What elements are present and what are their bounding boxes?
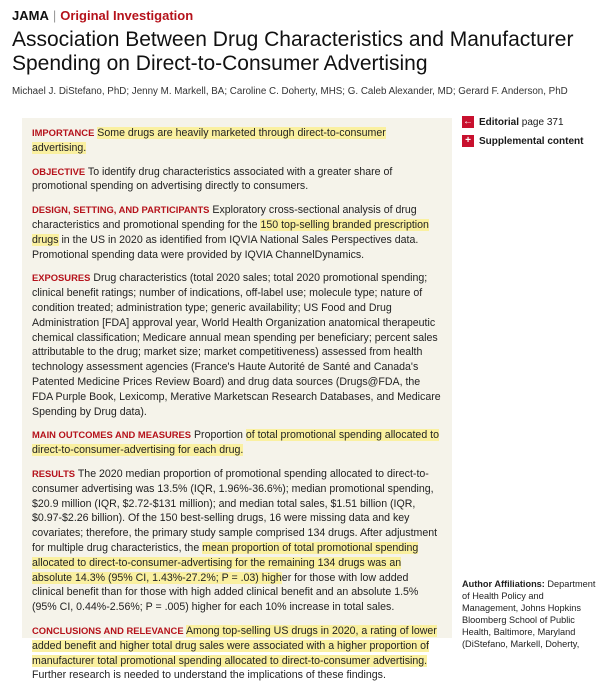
editorial-label: Editorial [479,116,520,128]
conclusions-text-highlight: Among top-selling US drugs in 2020, a rating of lower added benefit and higher total drug sales were associated with a higher proportion of manufacturer total promotional spending allocated to direct-to-consumer advertising. [32,624,437,667]
exposures-label: EXPOSURES [32,272,91,284]
abstract-objective [32,165,442,195]
journal-name: JAMA [12,8,49,23]
author-list: Michael J. DiStefano, PhD; Jenny M. Markell, BA; Caroline C. Doherty, MHS; G. Caleb Alexander, MD; Gerard F. Anderson, PhD [12,86,568,97]
abstract-results [32,467,442,615]
abstract-exposures [32,271,442,419]
supplemental-content-link[interactable] [462,135,598,147]
arrow-left-icon: ← [463,116,473,127]
abstract-outcomes [32,428,442,458]
objective-label: OBJECTIVE [32,165,86,177]
conclusions-text-post: Further research is needed to understand the implications of these findings. [32,669,386,682]
editorial-page: page 371 [519,116,564,128]
abstract-conclusions [32,624,442,683]
results-text-post: er for those with low added clinical benefit than for those with high added clinical benefit and an absolute 1.5% (95% CI, 0.44%-2.56%; P = .005) higher for each 10% increase in total sales. [32,571,419,614]
article-title: Association Between Drug Characteristics and Manufacturer Spending on Direct-to-Consumer Advertising [12,28,574,75]
plus-icon: + [462,135,474,147]
design-label: DESIGN, SETTING, AND PARTICIPANTS [32,204,210,216]
design-text-post: in the US in 2020 as identified from IQVIA National Sales Perspectives data. Promotional spending data were provided by IQVIA ChannelDynamics. [32,233,419,261]
outcomes-label: MAIN OUTCOMES AND MEASURES [32,429,192,441]
abstract-box [22,118,452,682]
exposures-text: Drug characteristics (total 2020 sales; total 2020 promotional spending; clinical benefit ratings; number of indications, off-label use; molecule type; nature of condition treated; administration type; generic availability; US Food and Drug Administration [FDA] approval year, World Health Organization anatomical therapeutic chemical classification; Medicare annual mean spending per beneficiary; percent sales attributable to the drug; market size; market competitiveness) assessed from health technology assessment agencies (France's Haute Autorité de Santé and Canada's Patented Medicine Prices Review Board) and drug data sources (Drugs@FDA, the FDA Purple Book, Lexicomp, Merative Marketscan Research Databases, and Medicare Spending by Drug data). [32,272,441,418]
editorial-link-text [479,117,564,128]
editorial-link[interactable] [462,116,598,128]
design-text-highlight: 150 top-selling branded prescription drugs [32,218,429,246]
objective-text: To identify drug characteristics associated with a greater share of promotional spending on advertising directly to consumers. [32,165,393,193]
results-text-pre: The 2020 median proportion of promotional spending allocated to direct-to-consumer advertising was 13.5% (IQR, 1.96%-36.6%); median promotional spending, $20.9 million (IQR, $2.72-$131 million); and median total sales, $1.51 billion (IQR, $0.97-$2.26 billion). Of the 150 best-selling drugs, 16 were missing data and key covariates; therefore, the primary study sample comprised 134 drugs. After adjustment for multiple drug characteristics, the [32,467,438,554]
header-separator: | [52,8,57,23]
importance-text: Some drugs are heavily marketed through direct-to-consumer advertising. [32,127,386,154]
supplemental-label: Supplemental content [479,135,584,147]
results-label: RESULTS [32,467,76,479]
affiliations-text: Department of Health Policy and Management, Johns Hopkins Bloomberg School of Public Health, Baltimore, Maryland (DiStefano, Markell, Doherty, [462,579,596,649]
abstract-design [32,203,442,262]
outcomes-text-pre: Proportion [193,429,246,442]
outcomes-text-highlight: of total promotional spending allocated to direct-to-consumer-advertising for each drug. [32,429,439,457]
sidebar-links [462,116,598,154]
design-text-pre: Exploratory cross-sectional analysis of drug characteristics and promotional spending for the [32,204,417,231]
article-type: Original Investigation [60,8,194,23]
results-text-highlight: mean proportion of total promotional spending allocated to direct-to-consumer-advertising for the remaining 134 drugs was an absolute 14.3% (95% CI, 1.43%-27.2%; P = .03) high [32,541,419,584]
author-affiliations [462,578,598,650]
journal-header [12,8,193,23]
affiliations-label: Author Affiliations: [462,579,545,589]
conclusions-label: CONCLUSIONS AND RELEVANCE [32,624,184,636]
abstract-importance [32,126,442,156]
importance-label: IMPORTANCE [32,127,95,138]
